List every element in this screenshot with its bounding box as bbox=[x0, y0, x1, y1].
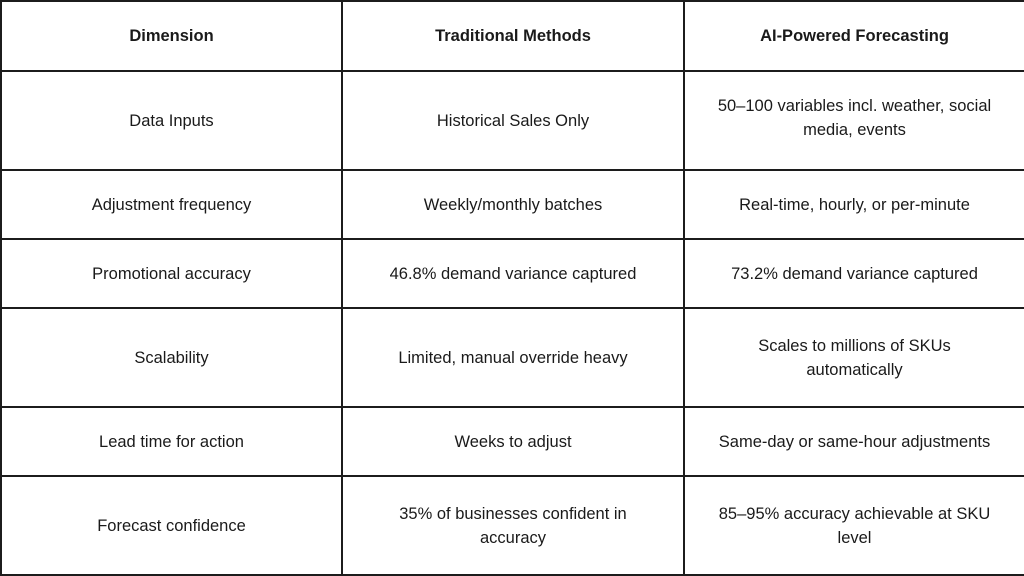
cell-dimension: Data Inputs bbox=[1, 71, 342, 170]
cell-traditional: 46.8% demand variance captured bbox=[342, 239, 684, 308]
cell-ai: 85–95% accuracy achievable at SKU level bbox=[684, 476, 1024, 575]
table-row bbox=[1, 407, 1024, 476]
header-dimension: Dimension bbox=[1, 1, 342, 71]
cell-ai: Real-time, hourly, or per-minute bbox=[684, 170, 1024, 239]
cell-traditional: Limited, manual override heavy bbox=[342, 308, 684, 407]
cell-traditional: Weeks to adjust bbox=[342, 407, 684, 476]
table-row bbox=[1, 476, 1024, 575]
cell-dimension: Forecast confidence bbox=[1, 476, 342, 575]
header-traditional: Traditional Methods bbox=[342, 1, 684, 71]
cell-dimension: Promotional accuracy bbox=[1, 239, 342, 308]
cell-ai: 73.2% demand variance captured bbox=[684, 239, 1024, 308]
table-row bbox=[1, 239, 1024, 308]
cell-dimension: Lead time for action bbox=[1, 407, 342, 476]
cell-traditional: Historical Sales Only bbox=[342, 71, 684, 170]
cell-ai: Scales to millions of SKUs automatically bbox=[684, 308, 1024, 407]
cell-dimension: Adjustment frequency bbox=[1, 170, 342, 239]
table-row bbox=[1, 71, 1024, 170]
header-row bbox=[1, 1, 1024, 71]
cell-ai: 50–100 variables incl. weather, social media, events bbox=[684, 71, 1024, 170]
table-row bbox=[1, 170, 1024, 239]
cell-traditional: 35% of businesses confident in accuracy bbox=[342, 476, 684, 575]
header-ai: AI-Powered Forecasting bbox=[684, 1, 1024, 71]
cell-ai: Same-day or same-hour adjustments bbox=[684, 407, 1024, 476]
table-row bbox=[1, 308, 1024, 407]
cell-traditional: Weekly/monthly batches bbox=[342, 170, 684, 239]
cell-dimension: Scalability bbox=[1, 308, 342, 407]
